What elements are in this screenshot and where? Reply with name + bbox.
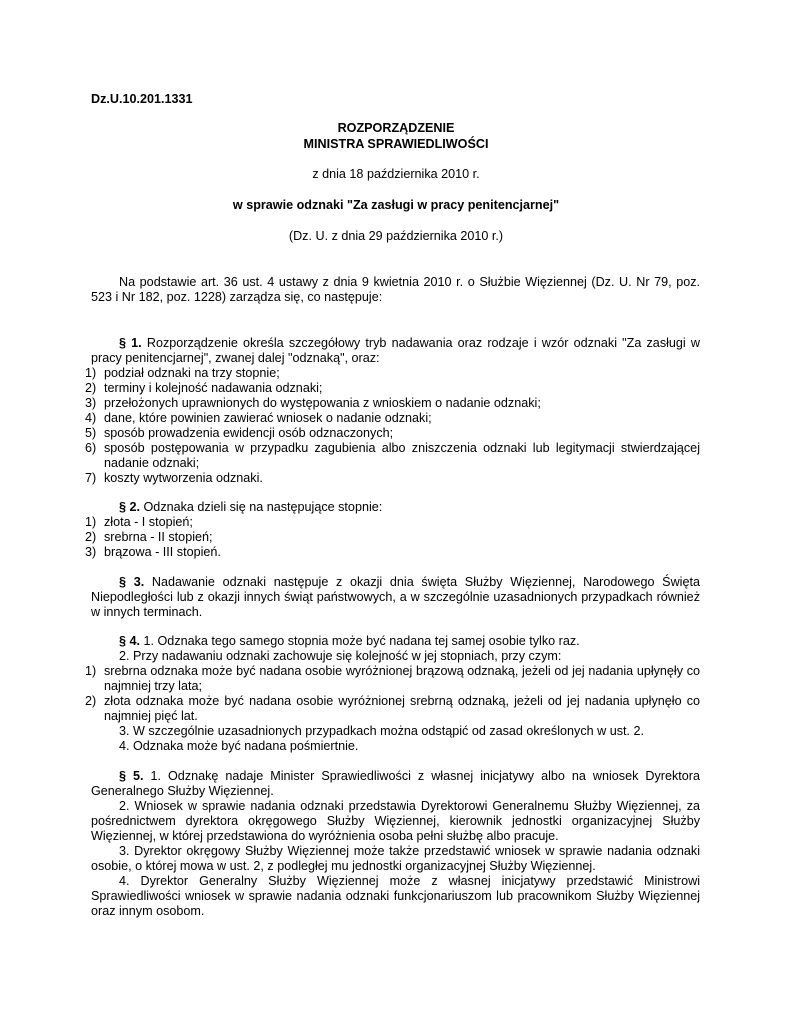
section-1	[85, 336, 700, 486]
section-5-paragraph-2: 2. Wniosek w sprawie nadania odznaki przedstawia Dyrektorowi Generalnemu Służby Więziennej, za pośrednictwem dyrektora okręgowego Służby Więziennej, kierownik jednostki organizacyjnej Służby Więziennej, w której przedstawiona do wyróżnienia osoba pełni służbę albo pracuje.	[91, 799, 700, 843]
section-4-paragraph-1	[91, 634, 700, 649]
section-4-paragraph-3: 3. W szczególnie uzasadnionych przypadkach można odstąpić od zasad określonych w ust. 2.	[119, 724, 645, 738]
item-text: sposób prowadzenia ewidencji osób odznaczonych;	[104, 426, 394, 440]
item-text: koszty wytworzenia odznaki.	[104, 471, 263, 485]
item-text: złota odznaka może być nadana osobie wyróżnionej srebrną odznaką, jeżeli od jej nadania upłynęło co najmniej pięć lat.	[104, 694, 700, 723]
section-1-list	[85, 366, 700, 486]
item-text: przełożonych uprawnionych do występowania z wnioskiem o nadanie odznaki;	[104, 396, 541, 410]
section-1-intro	[91, 336, 700, 366]
item-text: dane, które powinien zawierać wniosek o nadanie odznaki;	[104, 411, 432, 425]
section-2	[85, 500, 700, 560]
item-text: brązowa - III stopień.	[104, 545, 221, 559]
section-5	[91, 769, 700, 919]
section-2-number: § 2.	[119, 500, 141, 514]
section-5-number: § 5.	[119, 769, 144, 783]
list-item	[85, 694, 700, 724]
item-number: 1)	[85, 515, 97, 529]
list-item	[85, 530, 700, 545]
item-number: 1)	[85, 664, 97, 678]
item-number: 4)	[85, 411, 97, 425]
document-subject: w sprawie odznaki "Za zasługi w pracy penitencjarnej"	[232, 198, 560, 212]
section-4-paragraph-4: 4. Odznaka może być nadana pośmiertnie.	[119, 739, 359, 753]
item-number: 2)	[85, 381, 97, 395]
journal-reference: Dz.U.10.201.1331	[91, 92, 193, 106]
list-item	[85, 426, 700, 441]
section-3	[91, 575, 700, 620]
preamble: Na podstawie art. 36 ust. 4 ustawy z dnia 9 kwietnia 2010 r. o Służbie Więziennej (Dz. U. Nr 79, poz. 523 i Nr 182, poz. 1228) zarządza się, co następuje:	[91, 275, 700, 304]
section-3-paragraph	[91, 575, 700, 620]
item-text: złota - I stopień;	[104, 515, 193, 529]
list-item	[85, 515, 700, 530]
publication-date: (Dz. U. z dnia 29 października 2010 r.)	[288, 229, 504, 243]
item-number: 2)	[85, 694, 97, 708]
item-number: 6)	[85, 441, 97, 455]
item-text: podział odznaki na trzy stopnie;	[104, 366, 280, 380]
section-4-number: § 4.	[119, 634, 141, 648]
section-3-number: § 3.	[119, 575, 145, 589]
section-4-list	[85, 664, 700, 724]
section-1-text: Rozporządzenie określa szczegółowy tryb nadawania oraz rodzaje i wzór odznaki "Za zasługi w pracy penitencjarnej", zwanej dalej "odznaką", oraz:	[91, 336, 700, 365]
list-item	[85, 411, 700, 426]
list-item	[85, 471, 700, 486]
section-5-text: 1. Odznakę nadaje Minister Sprawiedliwości z własnej inicjatywy albo na wniosek Dyrektora Generalnego Służby Więziennej.	[91, 769, 700, 798]
item-number: 3)	[85, 545, 97, 559]
item-number: 3)	[85, 396, 97, 410]
list-item	[85, 381, 700, 396]
item-number: 7)	[85, 471, 97, 485]
item-text: sposób postępowania w przypadku zagubienia albo zniszczenia odznaki lub legitymacji stwierdzającej nadanie odznaki;	[104, 441, 700, 470]
item-number: 5)	[85, 426, 97, 440]
item-text: srebrna odznaka może być nadana osobie wyróżnionej brązową odznaką, jeżeli od jej nadania upłynęły co najmniej trzy lata;	[104, 664, 700, 693]
section-2-intro	[91, 500, 700, 515]
section-1-number: § 1.	[119, 336, 142, 350]
item-text: terminy i kolejność nadawania odznaki;	[104, 381, 323, 395]
list-item	[85, 396, 700, 411]
section-4	[85, 634, 700, 754]
list-item	[85, 664, 700, 694]
section-3-text: Nadawanie odznaki następuje z okazji dnia święta Służby Więziennej, Narodowego Święta Niepodległości lub z okazji innych świąt państwowych, a w szczególnie uzasadnionych przypadkach również w innych terminach.	[91, 575, 700, 619]
item-number: 1)	[85, 366, 97, 380]
issuing-authority: MINISTRA SPRAWIEDLIWOŚCI	[303, 137, 489, 151]
issue-date: z dnia 18 października 2010 r.	[312, 167, 480, 181]
list-item	[85, 545, 700, 560]
list-item	[85, 366, 700, 381]
section-4-paragraph-2: 2. Przy nadawaniu odznaki zachowuje się kolejność w jej stopniach, przy czym:	[119, 649, 562, 663]
item-text: srebrna - II stopień;	[104, 530, 213, 544]
section-2-list	[85, 515, 700, 560]
section-2-text: Odznaka dzieli się na następujące stopnie:	[140, 500, 383, 514]
item-number: 2)	[85, 530, 97, 544]
section-4-text: 1. Odznaka tego samego stopnia może być nadana tej samej osobie tylko raz.	[140, 634, 580, 648]
section-5-paragraph-3: 3. Dyrektor okręgowy Służby Więziennej może także przedstawić wniosek w sprawie nadania odznaki osobie, o której mowa w ust. 2, z podległej mu jednostki organizacyjnej Służby Więziennej.	[91, 844, 700, 873]
list-item	[85, 441, 700, 471]
document-title: ROZPORZĄDZENIE	[337, 121, 455, 135]
section-5-paragraph-4: 4. Dyrektor Generalny Służby Więziennej może z własnej inicjatywy przedstawić Ministrowi Sprawiedliwości wniosek w sprawie nadania odznaki funkcjonariuszom lub pracownikom Służby Więziennej oraz innym osobom.	[91, 874, 700, 918]
section-5-paragraph-1	[91, 769, 700, 799]
